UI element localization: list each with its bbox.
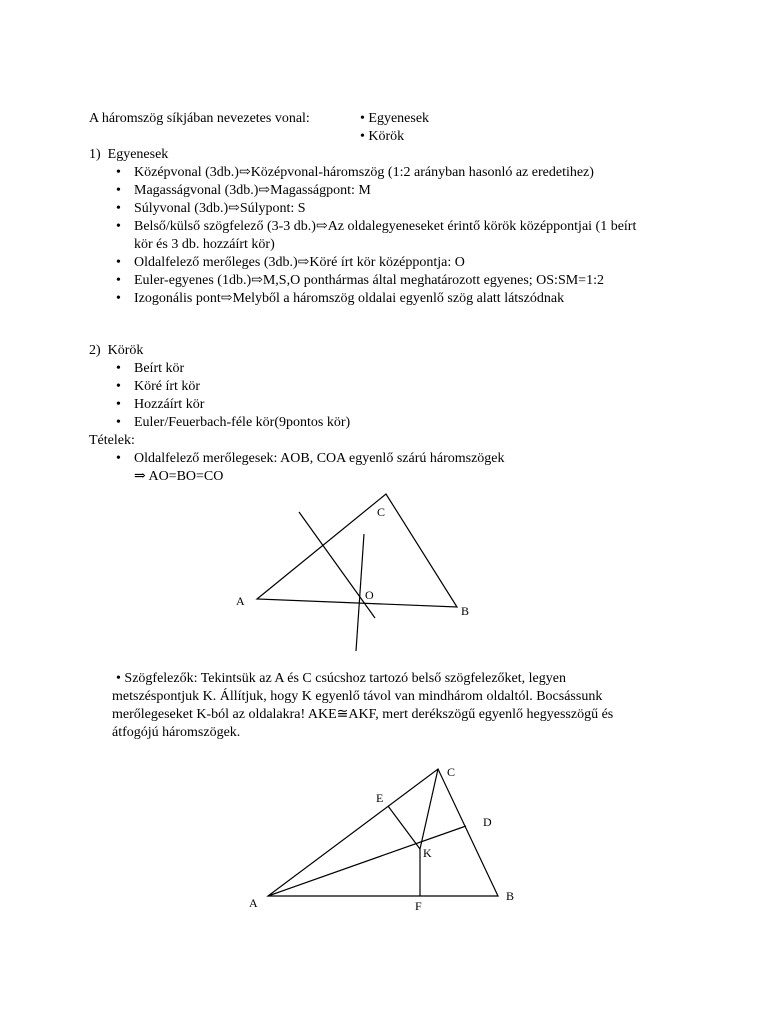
theorem-item: • Szögfelezők: Tekintsük az A és C csúcshoz tartozó belső szögfelezőket, legyen (116, 671, 566, 686)
label-e: E (376, 791, 384, 805)
list-circles-label: • Körök (360, 129, 405, 144)
list-item: Középvonal (3db.)⇨Középvonal-háromszög (1:2 arányban hasonló az eredetihez) (134, 165, 594, 180)
bullet-icon: • (116, 201, 121, 216)
list-item: Súlyvonal (3db.)⇨Súlypont: S (134, 201, 306, 216)
list-item: Belső/külső szögfelező (3-3 db.)⇨Az oldalegyeneseket érintő körök középpontjai (1 beírt (134, 219, 637, 234)
theorem-item-line: merőlegeseket K-ból az oldalakra! AKE≅AKF, mert derékszögű egyenlő hegyesszögű és (112, 707, 614, 722)
section-1-title: 1) Egyenesek (89, 147, 169, 162)
bullet-icon: • (116, 361, 121, 376)
bullet-icon: • (116, 451, 121, 466)
list-item: Beírt kör (134, 361, 185, 376)
bullet-icon: • (116, 219, 121, 234)
triangle-abc (268, 769, 498, 896)
theorem-result: ⇒ AO=BO=CO (134, 469, 224, 484)
label-c: C (377, 505, 386, 519)
bullet-icon: • (116, 379, 121, 394)
label-k: K (423, 846, 432, 860)
bullet-icon: • (116, 183, 121, 198)
bullet-icon: • (116, 415, 121, 430)
label-a: A (236, 594, 245, 608)
list-item: Euler/Feuerbach-féle kör(9pontos kör) (134, 415, 351, 430)
list-item: Euler-egyenes (1db.)⇨M,S,O ponthármas által meghatározott egyenes; OS:SM=1:2 (134, 273, 604, 288)
label-d: D (483, 815, 492, 829)
list-item: Magasságvonal (3db.)⇨Magasságpont: M (134, 183, 371, 198)
list-item: Izogonális pont⇨Melyből a háromszög oldalai egyenlő szög alatt látszódnak (134, 291, 565, 306)
list-item: Oldalfelező merőleges (3db.)⇨Köré írt kör középpontja: O (134, 255, 465, 270)
bullet-icon: • (116, 291, 121, 306)
label-b: B (461, 604, 470, 618)
theorems-title: Tételek: (89, 433, 135, 448)
theorem-item: Oldalfelező merőlegesek: AOB, COA egyenlő szárú háromszögek (134, 451, 505, 466)
list-item: Köré írt kör (134, 379, 201, 394)
label-c: C (447, 765, 456, 779)
label-f: F (415, 899, 422, 913)
theorem-item-line: átfogójú háromszögek. (112, 725, 241, 740)
angle-bisector-a (268, 826, 466, 896)
bullet-icon: • (116, 397, 121, 412)
list-item-continuation: kör és 3 db. hozzáírt kör) (134, 237, 275, 252)
list-item: Hozzáírt kör (134, 397, 205, 412)
theorem-item-line: metszéspontjuk K. Állítjuk, hogy K egyenlő távol van mindhárom oldaltól. Bocsássunk (112, 689, 603, 704)
bullet-icon: • (116, 255, 121, 270)
label-o: O (365, 588, 374, 602)
bullet-icon: • (116, 273, 121, 288)
intro-text: A háromszög síkjában nevezetes vonal: (89, 111, 310, 126)
list-lines-label: • Egyenesek (360, 111, 430, 126)
label-a: A (249, 896, 258, 910)
bullet-icon: • (116, 165, 121, 180)
perpendicular-ke (388, 806, 420, 849)
label-b: B (506, 889, 515, 903)
section-2-title: 2) Körök (89, 343, 144, 358)
